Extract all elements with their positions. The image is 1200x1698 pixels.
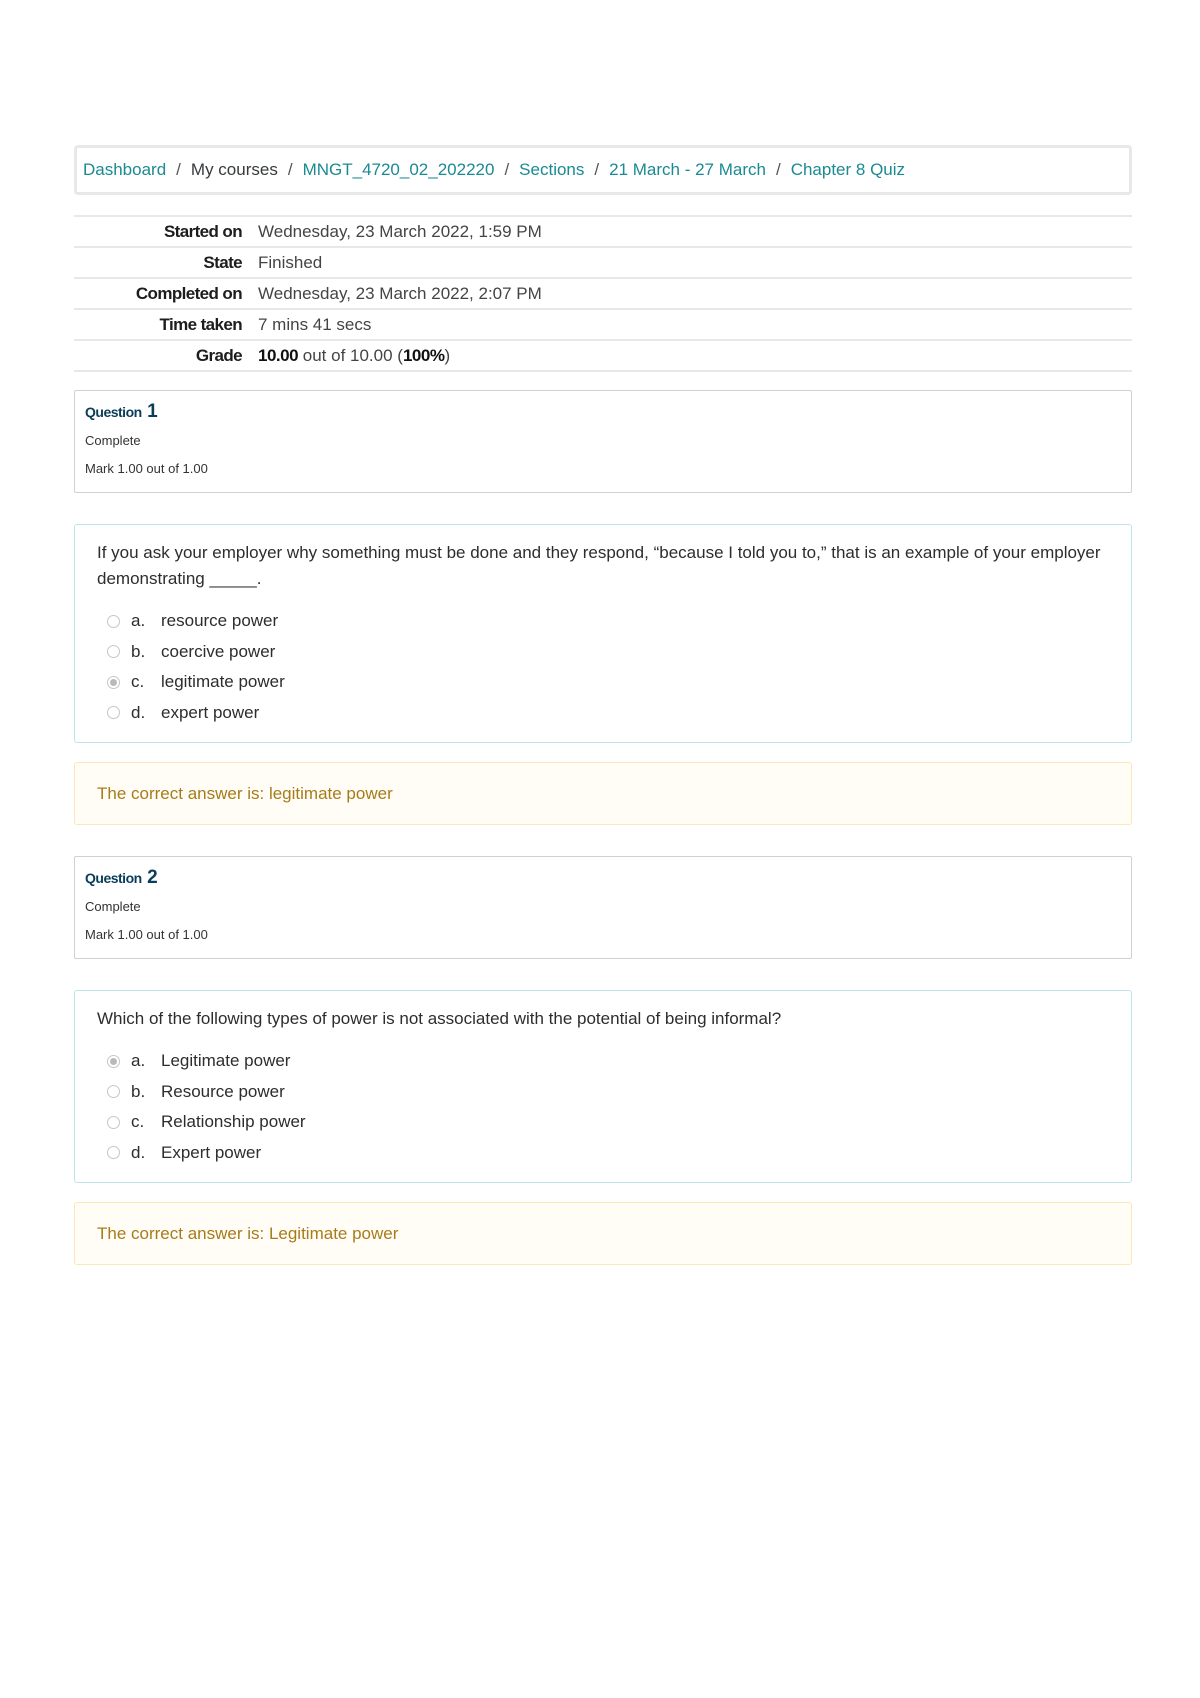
question-title <box>85 867 1121 889</box>
option-letter: b. <box>131 641 146 661</box>
radio-button[interactable] <box>107 706 120 719</box>
summary-row-started <box>74 217 1132 248</box>
option-letter: d. <box>131 702 146 722</box>
option-letter: c. <box>131 672 145 692</box>
question-content-box <box>74 990 1132 1183</box>
question-mark: Mark 1.00 out of 1.00 <box>85 927 208 942</box>
breadcrumb-dashboard-link[interactable]: Dashboard <box>83 160 167 179</box>
breadcrumb-separator: / <box>176 160 181 179</box>
option-text: expert power <box>161 702 260 722</box>
breadcrumb-week-link[interactable]: 21 March - 27 March <box>609 160 766 179</box>
answer-option[interactable] <box>97 1046 1109 1077</box>
summary-label: Grade <box>195 345 242 365</box>
answer-option[interactable] <box>97 1107 1109 1138</box>
summary-row-time-taken <box>74 310 1132 341</box>
summary-row-grade <box>74 341 1132 372</box>
radio-button[interactable] <box>107 645 120 658</box>
question-mark: Mark 1.00 out of 1.00 <box>85 461 208 476</box>
quiz-review-page <box>74 145 1132 1265</box>
correct-answer-feedback: The correct answer is: legitimate power <box>74 762 1132 825</box>
breadcrumb-separator: / <box>594 160 600 179</box>
question-number: 1 <box>147 401 158 422</box>
summary-label: Started on <box>163 221 242 241</box>
radio-button[interactable] <box>107 1085 120 1098</box>
radio-button[interactable] <box>107 1116 120 1129</box>
question-status: Complete <box>85 899 141 914</box>
option-text: Relationship power <box>161 1112 306 1132</box>
summary-value: 7 mins 41 secs <box>258 314 372 334</box>
attempt-summary-table <box>74 215 1132 372</box>
question-label: Question <box>85 404 142 420</box>
option-letter: b. <box>131 1081 146 1101</box>
question-number: 2 <box>147 867 158 888</box>
summary-label: Completed on <box>135 283 242 303</box>
question-info-box <box>74 390 1132 493</box>
grade-out-of: out of 10.00 ( <box>298 345 403 365</box>
summary-row-completed <box>74 279 1132 310</box>
radio-button[interactable] <box>107 1146 120 1159</box>
option-text: Expert power <box>161 1142 262 1162</box>
answer-option[interactable] <box>97 698 1109 729</box>
summary-value: Finished <box>258 252 323 272</box>
question-info-box <box>74 856 1132 959</box>
summary-label: State <box>203 252 242 272</box>
breadcrumb <box>74 145 1132 195</box>
answer-option[interactable] <box>97 637 1109 668</box>
grade-percent: 100% <box>402 345 445 365</box>
breadcrumb-sections-link[interactable]: Sections <box>519 160 585 179</box>
radio-button[interactable] <box>107 615 120 628</box>
question-label: Question <box>85 870 142 886</box>
option-text: Legitimate power <box>161 1051 291 1071</box>
breadcrumb-quiz-link[interactable]: Chapter 8 Quiz <box>790 160 906 179</box>
breadcrumb-separator: / <box>287 160 293 179</box>
option-text: Resource power <box>161 1081 285 1101</box>
option-text: resource power <box>161 611 279 631</box>
option-letter: a. <box>131 1051 146 1071</box>
radio-button-selected[interactable] <box>107 1055 120 1068</box>
question-content-box <box>74 524 1132 743</box>
breadcrumb-separator: / <box>504 160 510 179</box>
correct-answer-feedback: The correct answer is: Legitimate power <box>74 1202 1132 1265</box>
summary-row-state <box>74 248 1132 279</box>
summary-value: Wednesday, 23 March 2022, 1:59 PM <box>258 221 542 241</box>
answer-option[interactable] <box>97 606 1109 637</box>
option-letter: a. <box>131 611 146 631</box>
question-prompt: Which of the following types of power is not associated with the potential of being informal? <box>97 1009 782 1028</box>
answer-option[interactable] <box>97 1138 1109 1169</box>
breadcrumb-separator: / <box>775 160 781 179</box>
answer-option[interactable] <box>97 667 1109 698</box>
question-prompt: If you ask your employer why something must be done and they respond, “because I told you to,” that is an example of your employer demonstrating _____. <box>97 543 1101 588</box>
grade-close: ) <box>444 345 451 365</box>
question-status: Complete <box>85 433 141 448</box>
breadcrumb-course-link[interactable]: MNGT_4720_02_202220 <box>302 160 495 179</box>
option-text: coercive power <box>161 641 276 661</box>
option-letter: c. <box>131 1112 145 1132</box>
option-text: legitimate power <box>161 672 285 692</box>
question-title <box>85 401 1121 423</box>
radio-button-selected[interactable] <box>107 676 120 689</box>
summary-value: Wednesday, 23 March 2022, 2:07 PM <box>258 283 542 303</box>
answer-option[interactable] <box>97 1077 1109 1108</box>
breadcrumb-my-courses: My courses <box>190 160 278 179</box>
grade-value <box>258 346 450 366</box>
grade-score: 10.00 <box>258 345 299 365</box>
summary-label: Time taken <box>159 314 242 334</box>
option-letter: d. <box>131 1142 146 1162</box>
